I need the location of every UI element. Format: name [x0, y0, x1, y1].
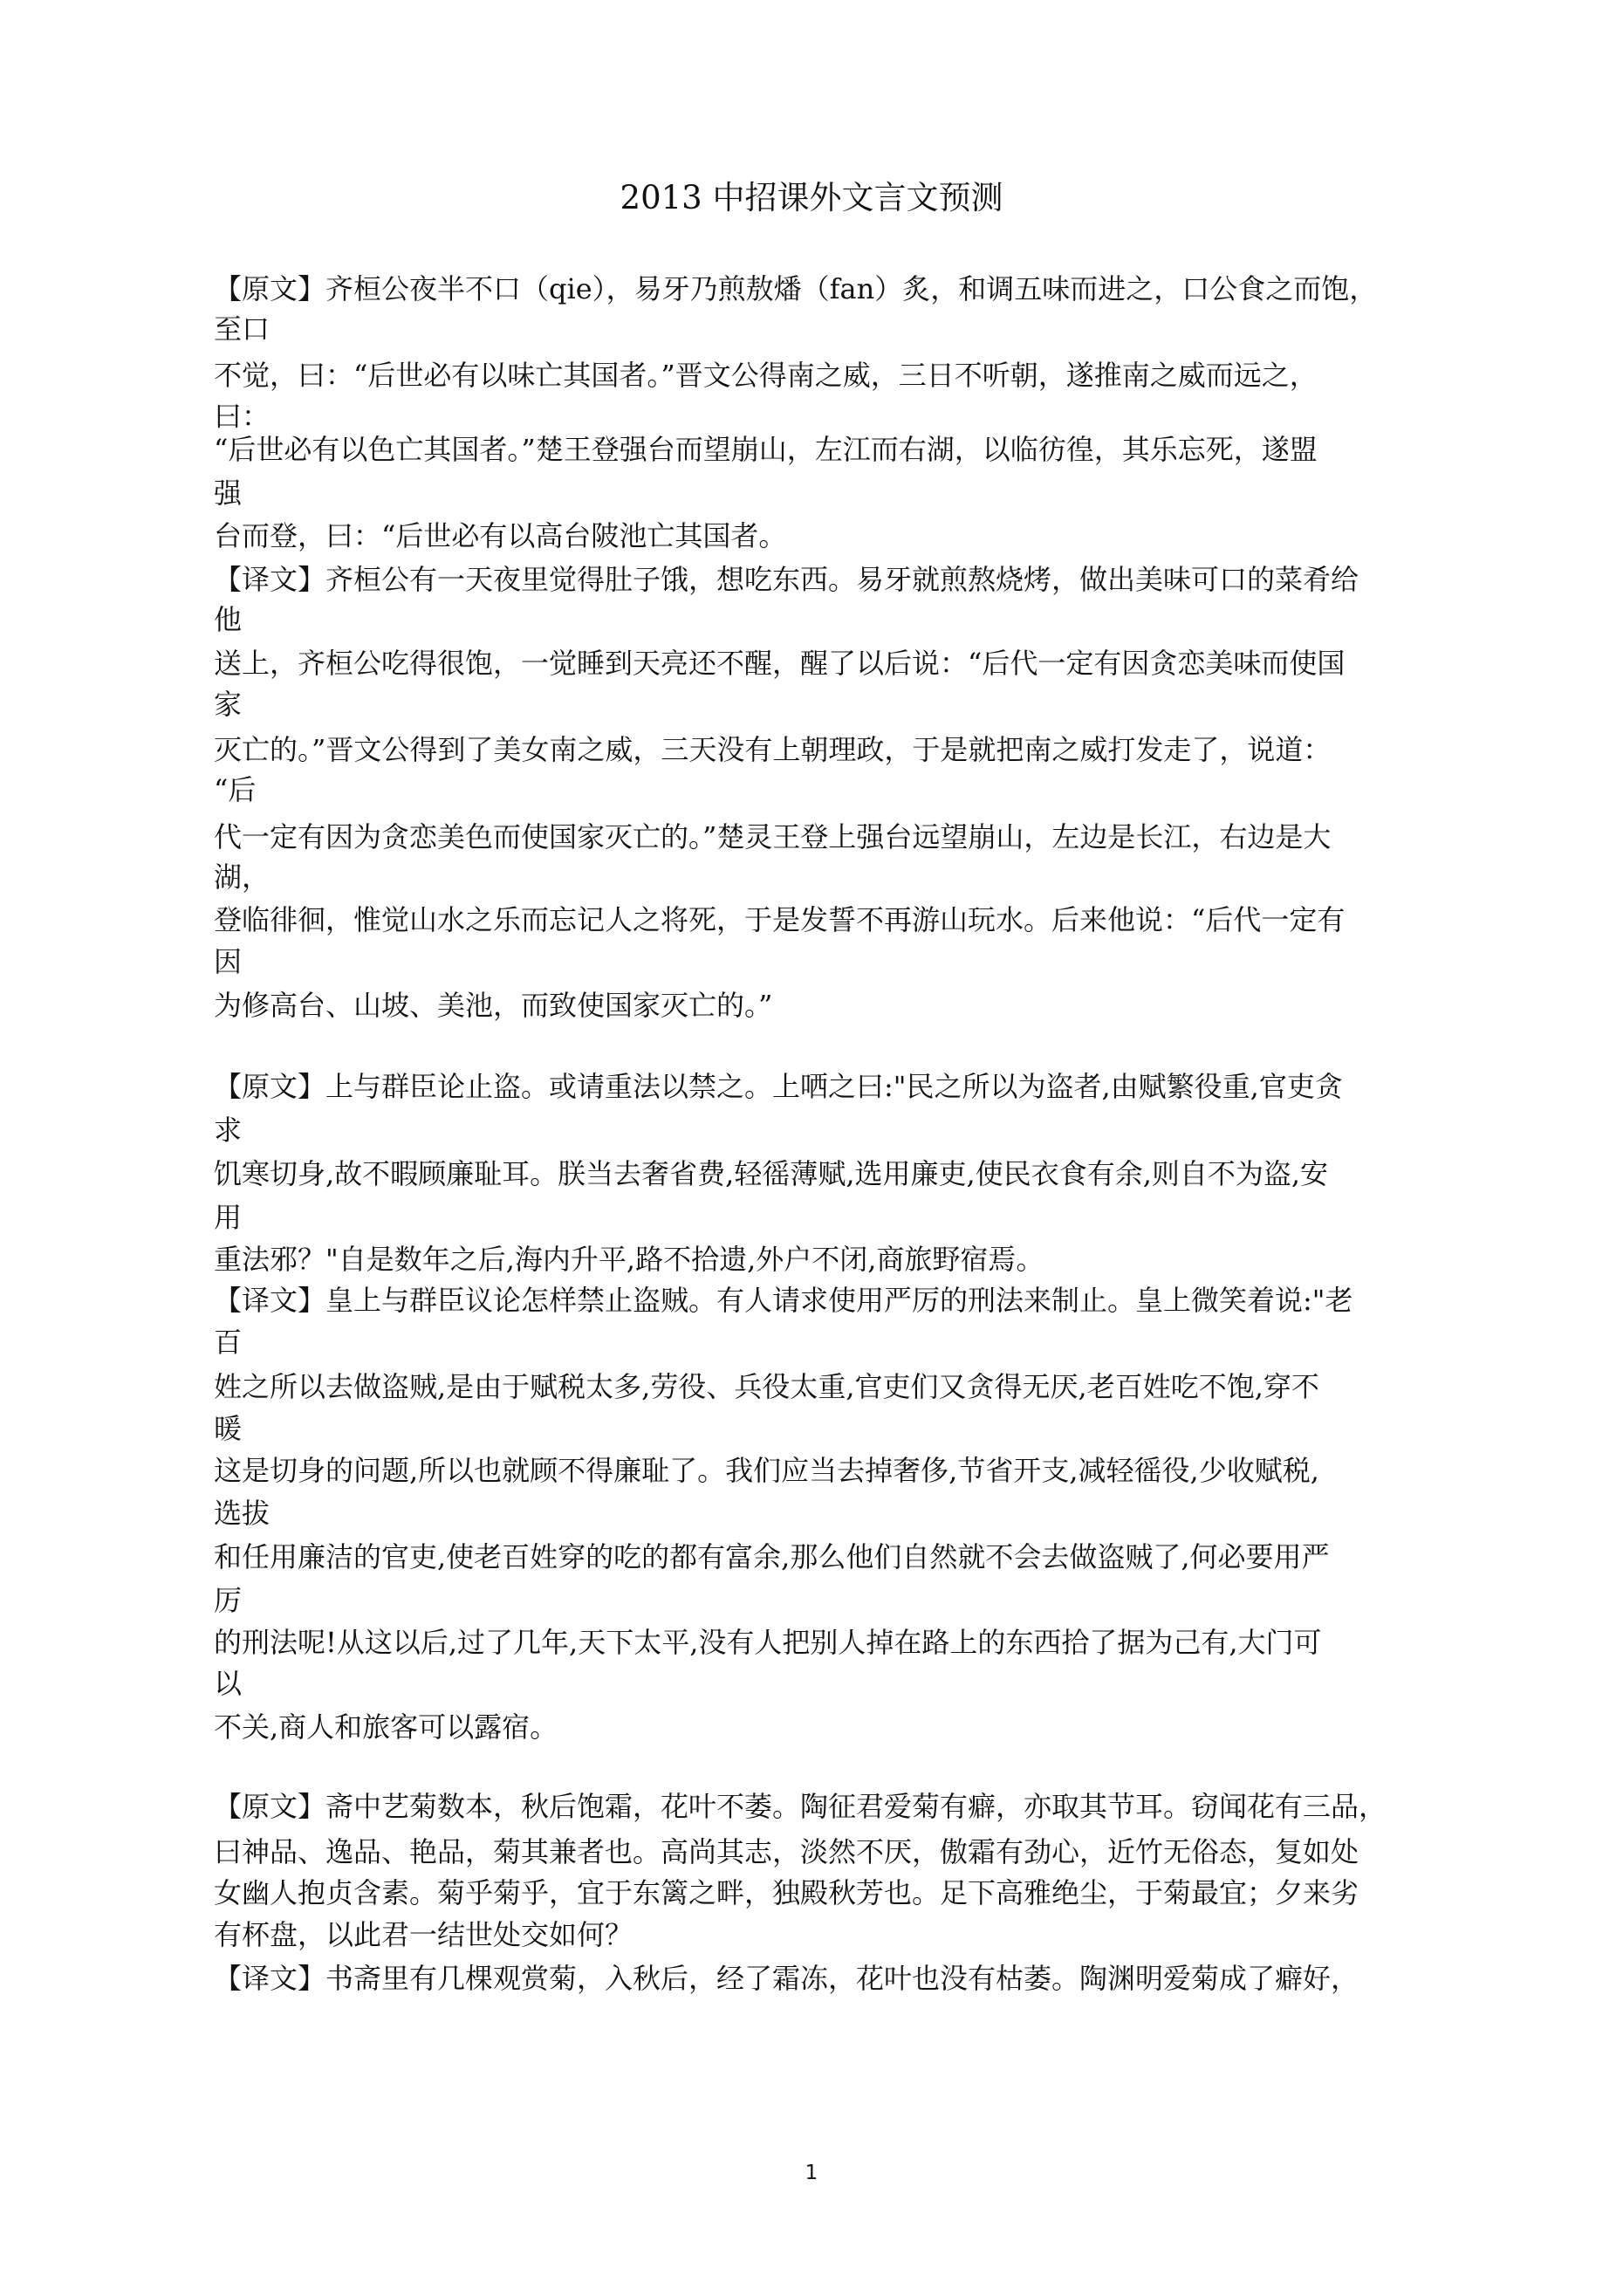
- text-line: 用: [214, 1201, 243, 1234]
- text-line: 【原文】上与群臣论止盗。或请重法以禁之。上哂之曰:"民之所以为盗者,由赋繁役重,官吏贪: [214, 1070, 1343, 1103]
- text-line: 女幽人抱贞含素。菊乎菊乎，宜于东篱之畔，独殿秋芳也。足下高雅绝尘，于菊最宜；夕来劣: [214, 1876, 1359, 1909]
- text-line: 不觉，曰：“后世必有以味亡其国者。”晋文公得南之威，三日不听朝，遂推南之威而远之，: [214, 359, 1318, 392]
- text-line: 姓之所以去做盗贼,是由于赋税太多,劳役、兵役太重,官吏们又贪得无厌,老百姓吃不饱,穿不: [214, 1370, 1319, 1403]
- text-line: 送上，齐桓公吃得很饱，一觉睡到天亮还不醒，醒了以后说：“后代一定有因贪恋美味而使国: [214, 647, 1346, 680]
- text-line: 曰神品、逸品、艳品，菊其兼者也。高尚其志，淡然不厌，傲霜有劲心，近竹无俗态，复如处: [214, 1835, 1359, 1868]
- text-line: 湖，: [214, 860, 270, 894]
- page-title: 2013 中招课外文言文预测: [620, 179, 1003, 216]
- text-line: 为修高台、山坡、美池，而致使国家灭亡的。”: [214, 989, 773, 1022]
- text-line: 【原文】斋中艺菊数本，秋后饱霜，花叶不萎。陶征君爱菊有癖，亦取其节耳。窃闻花有三品，: [214, 1790, 1387, 1823]
- text-line: 重法邪？"自是数年之后,海内升平,路不拾遗,外户不闭,商旅野宿焉。: [214, 1243, 1044, 1276]
- text-line: 至口: [214, 312, 270, 346]
- text-line: “后世必有以色亡其国者。”楚王登强台而望崩山，左江而右湖，以临彷徨，其乐忘死，遂盟: [214, 433, 1318, 466]
- text-line: “后: [214, 773, 257, 806]
- text-line: 【译文】皇上与群臣议论怎样禁止盗贼。有人请求使用严厉的刑法来制止。皇上微笑着说:"老: [214, 1284, 1353, 1317]
- text-line: 饥寒切身,故不暇顾廉耻耳。朕当去奢省费,轻徭薄赋,选用廉吏,使民衣食有余,则自不为盗,安: [214, 1157, 1329, 1190]
- text-line: 的刑法呢!从这以后,过了几年,天下太平,没有人把别人掉在路上的东西拾了据为己有,大门可: [214, 1626, 1322, 1659]
- text-line: 求: [214, 1114, 243, 1147]
- text-line: 有杯盘，以此君一结世处交如何？: [214, 1918, 633, 1951]
- text-line: 【原文】齐桓公夜半不口（qie），易牙乃煎敖燔（fan）炙，和调五味而进之，口公食之而饱，: [214, 272, 1378, 305]
- text-line: 登临徘徊，惟觉山水之乐而忘记人之将死，于是发誓不再游山玩水。后来他说：“后代一定有: [214, 903, 1346, 936]
- text-line: 以: [214, 1667, 243, 1700]
- text-line: 家: [214, 688, 243, 721]
- text-line: 选拔: [214, 1497, 270, 1530]
- text-line: 和任用廉洁的官吏,使老百姓穿的吃的都有富余,那么他们自然就不会去做盗贼了,何必要用严: [214, 1540, 1330, 1573]
- text-line: 台而登，曰：“后世必有以高台陂池亡其国者。: [214, 519, 787, 552]
- text-line: 代一定有因为贪恋美色而使国家灭亡的。”楚灵王登上强台远望崩山，左边是长江，右边是大: [214, 820, 1332, 853]
- text-line: 他: [214, 603, 243, 636]
- text-line: 厉: [214, 1584, 243, 1617]
- page-number: 1: [805, 2162, 818, 2184]
- text-line: 百: [214, 1326, 243, 1359]
- text-line: 灭亡的。”晋文公得到了美女南之威，三天没有上朝理政，于是就把南之威打发走了，说道：: [214, 733, 1332, 766]
- text-line: 这是切身的问题,所以也就顾不得廉耻了。我们应当去掉奢侈,节省开支,减轻徭役,少收赋税,: [214, 1454, 1319, 1487]
- text-line: 【译文】齐桓公有一天夜里觉得肚子饿，想吃东西。易牙就煎熬烧烤，做出美味可口的菜肴给: [214, 563, 1359, 596]
- text-line: 强: [214, 476, 243, 510]
- text-line: 【译文】书斋里有几棵观赏菊，入秋后，经了霜冻，花叶也没有枯萎。陶渊明爱菊成了癖好，: [214, 1962, 1359, 1995]
- text-line: 暖: [214, 1412, 243, 1445]
- text-line: 曰：: [214, 400, 270, 433]
- text-line: 不关,商人和旅客可以露宿。: [214, 1710, 558, 1744]
- text-line: 因: [214, 945, 243, 978]
